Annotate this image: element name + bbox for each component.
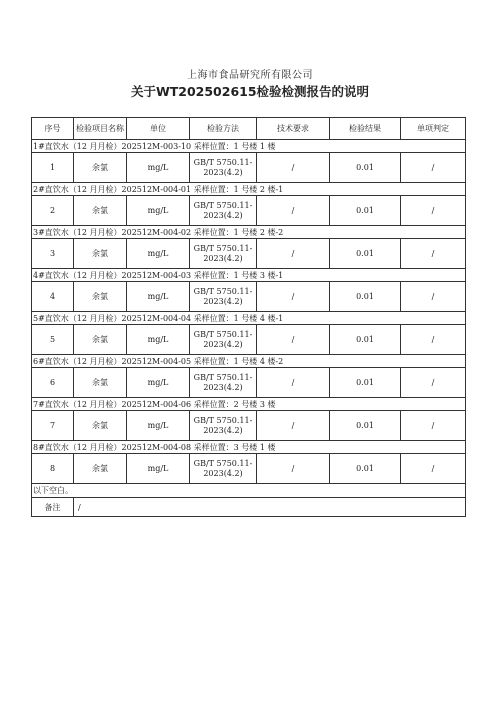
row-number: 6 <box>32 368 74 398</box>
row-verdict: / <box>401 368 466 398</box>
row-method: GB/T 5750.11-2023(4.2) <box>190 325 257 355</box>
table-row <box>32 368 466 398</box>
row-item-name: 余氯 <box>74 196 127 226</box>
sample-info-row <box>32 183 466 196</box>
remark-value: / <box>74 498 466 517</box>
sample-info-row <box>32 441 466 454</box>
table-row <box>32 196 466 226</box>
row-requirement: / <box>257 368 330 398</box>
remark-row <box>32 498 466 517</box>
row-unit: mg/L <box>127 153 190 183</box>
row-method: GB/T 5750.11-2023(4.2) <box>190 454 257 484</box>
row-result: 0.01 <box>330 325 401 355</box>
remark-label: 备注 <box>32 498 74 517</box>
sample-info-row <box>32 312 466 325</box>
row-result: 0.01 <box>330 153 401 183</box>
organization-name: 上海市食品研究所有限公司 <box>187 70 313 81</box>
row-item-name: 余氯 <box>74 411 127 441</box>
row-number: 7 <box>32 411 74 441</box>
row-verdict: / <box>401 454 466 484</box>
row-result: 0.01 <box>330 239 401 269</box>
sample-info-row <box>32 226 466 239</box>
row-method: GB/T 5750.11-2023(4.2) <box>190 153 257 183</box>
row-unit: mg/L <box>127 282 190 312</box>
blank-note: 以下空白。 <box>32 484 466 498</box>
table-row <box>32 239 466 269</box>
sample-description: 5#直饮水（12 月月检）202512M-004-04 采样位置：1 号楼 4 楼-1 <box>32 312 466 325</box>
table-row <box>32 411 466 441</box>
row-unit: mg/L <box>127 368 190 398</box>
report-table <box>31 117 466 517</box>
row-result: 0.01 <box>330 196 401 226</box>
table-row <box>32 454 466 484</box>
row-requirement: / <box>257 153 330 183</box>
row-result: 0.01 <box>330 411 401 441</box>
row-requirement: / <box>257 454 330 484</box>
row-verdict: / <box>401 325 466 355</box>
row-item-name: 余氯 <box>74 239 127 269</box>
blank-note-row <box>32 484 466 498</box>
row-item-name: 余氯 <box>74 282 127 312</box>
row-number: 4 <box>32 282 74 312</box>
row-method: GB/T 5750.11-2023(4.2) <box>190 368 257 398</box>
column-header-no: 序号 <box>32 118 74 140</box>
report-title: 关于WT202502615检验检测报告的说明 <box>130 84 370 99</box>
sample-info-row <box>32 269 466 282</box>
row-verdict: / <box>401 239 466 269</box>
row-verdict: / <box>401 411 466 441</box>
sample-description: 4#直饮水（12 月月检）202512M-004-03 采样位置：1 号楼 3 楼-1 <box>32 269 466 282</box>
row-method: GB/T 5750.11-2023(4.2) <box>190 282 257 312</box>
row-method: GB/T 5750.11-2023(4.2) <box>190 239 257 269</box>
row-number: 5 <box>32 325 74 355</box>
row-number: 2 <box>32 196 74 226</box>
row-number: 8 <box>32 454 74 484</box>
row-requirement: / <box>257 239 330 269</box>
row-item-name: 余氯 <box>74 153 127 183</box>
row-unit: mg/L <box>127 196 190 226</box>
row-method: GB/T 5750.11-2023(4.2) <box>190 411 257 441</box>
sample-info-row <box>32 398 466 411</box>
row-verdict: / <box>401 196 466 226</box>
table-row <box>32 153 466 183</box>
column-header-unit: 单位 <box>127 118 190 140</box>
row-unit: mg/L <box>127 411 190 441</box>
row-item-name: 余氯 <box>74 325 127 355</box>
row-result: 0.01 <box>330 282 401 312</box>
row-verdict: / <box>401 282 466 312</box>
row-method: GB/T 5750.11-2023(4.2) <box>190 196 257 226</box>
row-requirement: / <box>257 282 330 312</box>
sample-description: 3#直饮水（12 月月检）202512M-004-02 采样位置：1 号楼 2 楼-2 <box>32 226 466 239</box>
table-row <box>32 325 466 355</box>
row-result: 0.01 <box>330 454 401 484</box>
row-requirement: / <box>257 196 330 226</box>
row-requirement: / <box>257 411 330 441</box>
column-header-method: 检验方法 <box>190 118 257 140</box>
sample-description: 7#直饮水（12 月月检）202512M-004-06 采样位置：2 号楼 3 楼 <box>32 398 466 411</box>
row-unit: mg/L <box>127 454 190 484</box>
sample-description: 2#直饮水（12 月月检）202512M-004-01 采样位置：1 号楼 2 楼-1 <box>32 183 466 196</box>
table-header-row <box>32 118 466 140</box>
table-row <box>32 282 466 312</box>
row-unit: mg/L <box>127 239 190 269</box>
row-number: 1 <box>32 153 74 183</box>
column-header-item: 检验项目名称 <box>74 118 127 140</box>
row-result: 0.01 <box>330 368 401 398</box>
sample-info-row <box>32 140 466 153</box>
row-item-name: 余氯 <box>74 368 127 398</box>
row-number: 3 <box>32 239 74 269</box>
row-verdict: / <box>401 153 466 183</box>
sample-description: 1#直饮水（12 月月检）202512M-003-10 采样位置：1 号楼 1 楼 <box>32 140 466 153</box>
sample-description: 6#直饮水（12 月月检）202512M-004-05 采样位置：1 号楼 4 楼-2 <box>32 355 466 368</box>
sample-description: 8#直饮水（12 月月检）202512M-004-08 采样位置：3 号楼 1 楼 <box>32 441 466 454</box>
row-unit: mg/L <box>127 325 190 355</box>
column-header-verdict: 单项判定 <box>401 118 466 140</box>
row-requirement: / <box>257 325 330 355</box>
sample-info-row <box>32 355 466 368</box>
column-header-requirement: 技术要求 <box>257 118 330 140</box>
column-header-result: 检验结果 <box>330 118 401 140</box>
row-item-name: 余氯 <box>74 454 127 484</box>
